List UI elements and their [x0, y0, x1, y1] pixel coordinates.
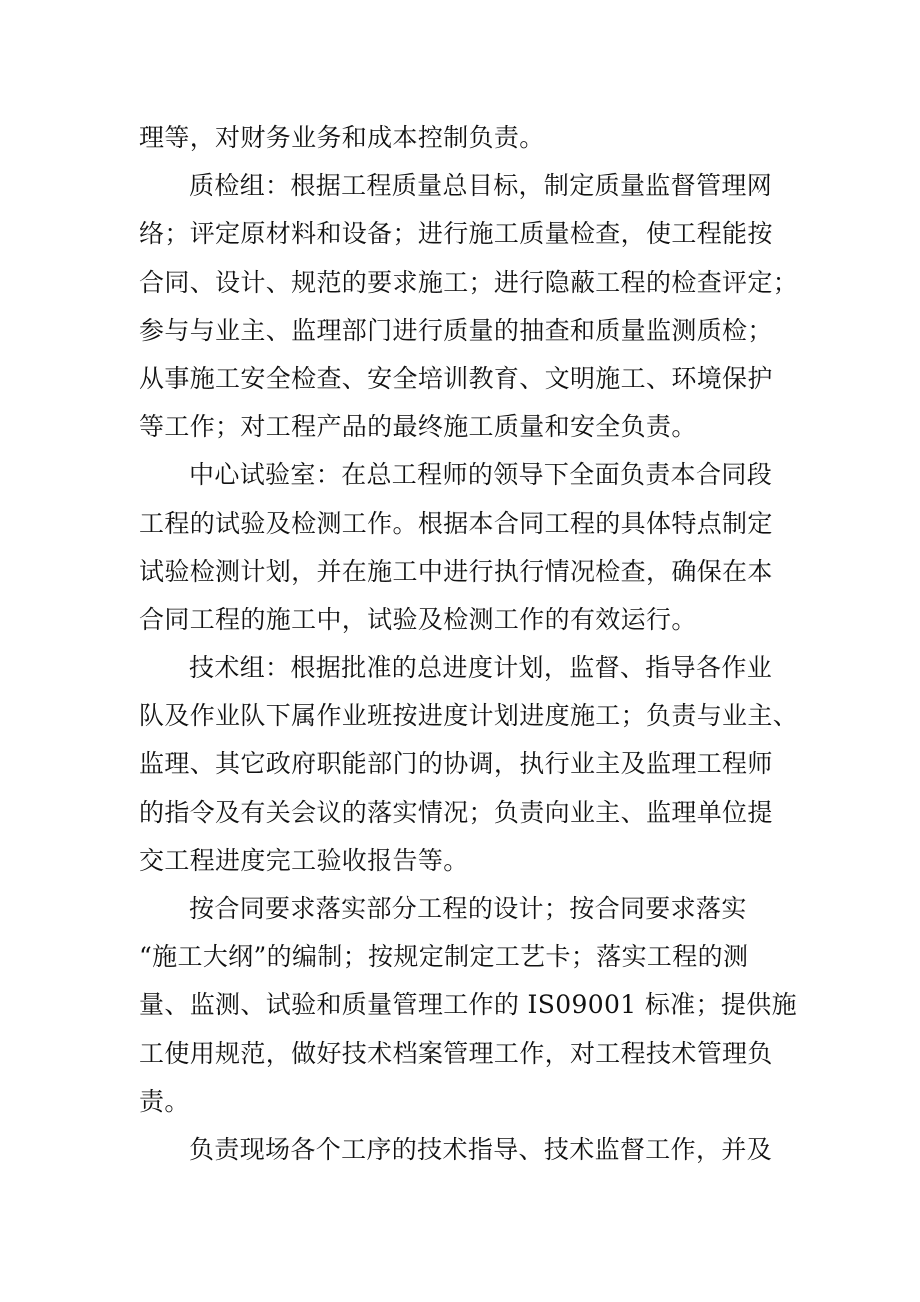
paragraph-site-guidance-start: 负责现场各个工序的技术指导、技术监督工作，并及 — [189, 1134, 773, 1164]
text-line: 参与与业主、监理部门进行质量的抽查和质量监测质检； — [139, 315, 773, 345]
text-line: 合同工程的施工中，试验及检测工作的有效运行。 — [139, 604, 697, 634]
document-body — [139, 114, 799, 1174]
paragraph-test-lab-start: 中心试验室：在总工程师的领导下全面负责本合同段 — [189, 460, 773, 490]
text-line: 责。 — [139, 1086, 190, 1116]
text-line: 量、监测、试验和质量管理工作的 IS09001 标准；提供施 — [139, 990, 797, 1020]
text-line: 络；评定原材料和设备；进行施工质量检查，使工程能按 — [139, 219, 773, 249]
paragraph-quality-group-start: 质检组：根据工程质量总目标，制定质量监督管理网 — [189, 171, 773, 201]
text-line: 工程的试验及检测工作。根据本合同工程的具体特点制定 — [139, 508, 773, 538]
paragraph-contract-design-start: 按合同要求落实部分工程的设计；按合同要求落实 — [189, 894, 747, 923]
text-line: 的指令及有关会议的落实情况；负责向业主、监理单位提 — [139, 797, 773, 827]
text-line: “施工大纲”的编制；按规定制定工艺卡；落实工程的测 — [139, 942, 749, 972]
text-line: 从事施工安全检查、安全培训教育、文明施工、环境保护 — [139, 363, 773, 393]
paragraph-technical-group-start: 技术组：根据批准的总进度计划，监督、指导各作业 — [189, 653, 773, 683]
text-line: 等工作；对工程产品的最终施工质量和安全负责。 — [139, 412, 697, 442]
text-line: 队及作业队下属作业班按进度计划进度施工；负责与业主、 — [139, 701, 799, 731]
text-line: 工使用规范，做好技术档案管理工作，对工程技术管理负 — [139, 1038, 773, 1068]
text-line: 试验检测计划，并在施工中进行执行情况检查，确保在本 — [139, 556, 773, 586]
text-line: 理等，对财务业务和成本控制负责。 — [139, 123, 545, 152]
text-line: 合同、设计、规范的要求施工；进行隐蔽工程的检查评定； — [139, 267, 799, 297]
text-line: 交工程进度完工验收报告等。 — [139, 845, 469, 875]
text-line: 监理、其它政府职能部门的协调，执行业主及监理工程师 — [139, 749, 773, 779]
